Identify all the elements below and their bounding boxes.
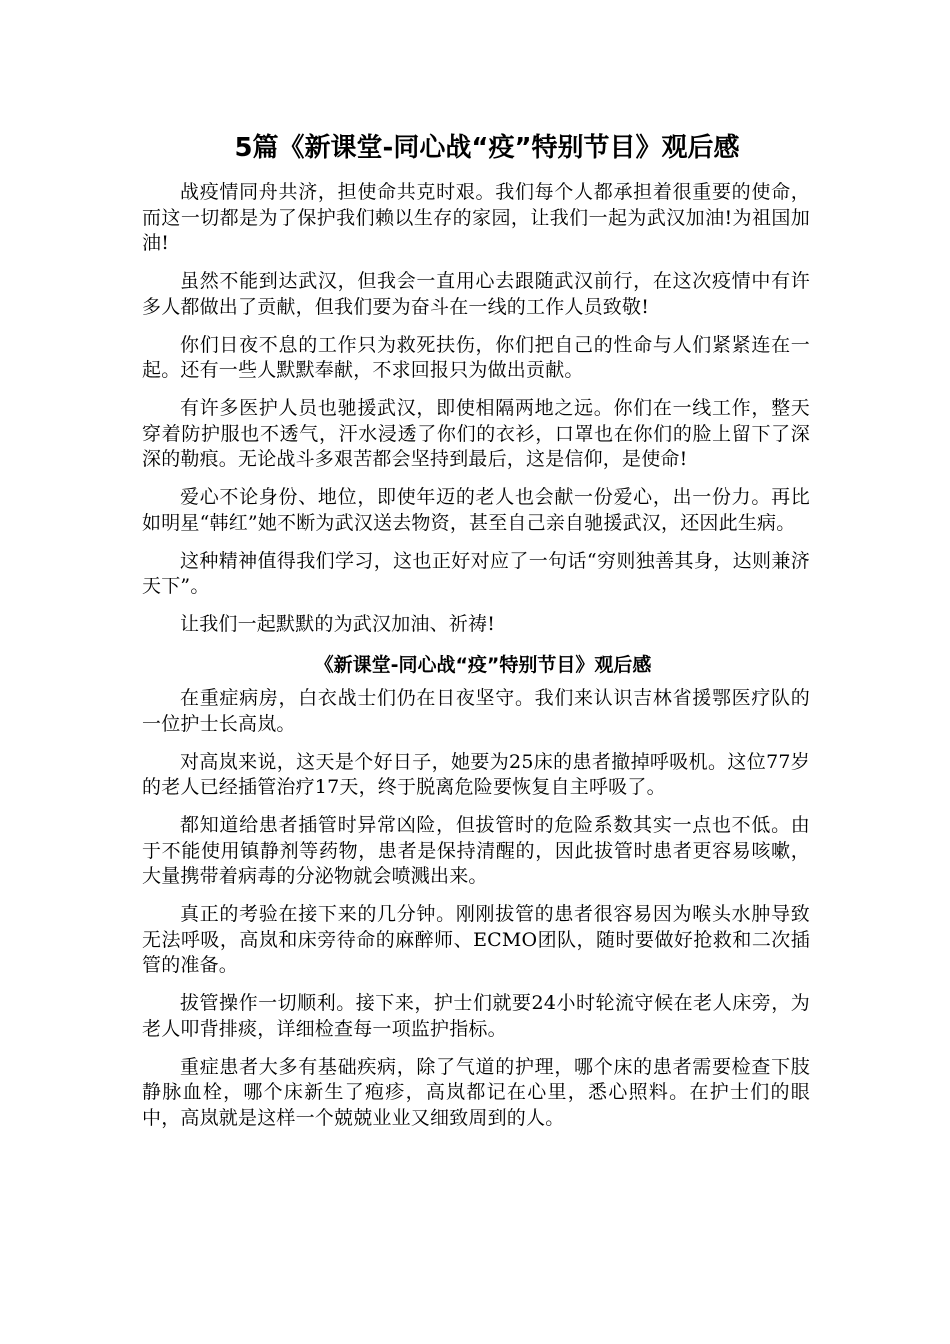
paragraph: 对高岚来说，这天是个好日子，她要为25床的患者撤掉呼吸机。这位77岁的老人已经插管治疗17天，终于脱离危险要恢复自主呼吸了。 (142, 750, 810, 798)
paragraph: 你们日夜不息的工作只为救死扶伤，你们把自己的性命与人们紧紧连在一起。还有一些人默默奉献，不求回报只为做出贡献。 (142, 333, 810, 381)
paragraph: 拔管操作一切顺利。接下来，护士们就要24小时轮流守候在老人床旁，为老人叩背排痰，详细检查每一项监护指标。 (142, 992, 810, 1040)
paragraph: 都知道给患者插管时异常凶险，但拔管时的危险系数其实一点也不低。由于不能使用镇静剂等药物，患者是保持清醒的，因此拔管时患者更容易咳嗽，大量携带着病毒的分泌物就会喷溅出来。 (142, 814, 810, 887)
paragraph: 重症患者大多有基础疾病，除了气道的护理，哪个床的患者需要检查下肢静脉血栓，哪个床新生了疱疹，高岚都记在心里，悉心照料。在护士们的眼中，高岚就是这样一个兢兢业业又细致周到的人。 (142, 1055, 810, 1129)
section-two (142, 686, 810, 1131)
paragraph: 战疫情同舟共济，担使命共克时艰。我们每个人都承担着很重要的使命，而这一切都是为了保护我们赖以生存的家园，让我们一起为武汉加油!为祖国加油! (142, 181, 810, 254)
section-heading: 《新课堂-同心战“疫”特别节目》观后感 (314, 654, 652, 676)
section-one (142, 180, 810, 638)
paragraph: 让我们一起默默的为武汉加油、祈祷! (180, 613, 496, 635)
paragraph: 这种精神值得我们学习，这也正好对应了一句话“穷则独善其身，达则兼济天下”。 (142, 549, 810, 597)
paragraph: 在重症病房，白衣战士们仍在日夜坚守。我们来认识吉林省援鄂医疗队的一位护士长高岚。 (142, 687, 810, 735)
paragraph: 爱心不论身份、地位，即使年迈的老人也会献一份爱心，出一份力。再比如明星“韩红”她不断为武汉送去物资，甚至自己亲自驰援武汉，还因此生病。 (142, 486, 810, 534)
document-page (142, 128, 810, 1144)
paragraph: 有许多医护人员也驰援武汉，即使相隔两地之远。你们在一线工作，整天穿着防护服也不透气，汗水浸透了你们的衣衫，口罩也在你们的脸上留下了深深的勒痕。无论战斗多艰苦都会坚持到最后，这是信仰，是使命! (142, 397, 810, 470)
document-title: 5篇《新课堂-同心战“疫”特别节目》观后感 (234, 133, 740, 163)
paragraph: 虽然不能到达武汉，但我会一直用心去跟随武汉前行，在这次疫情中有许多人都做出了贡献，但我们要为奋斗在一线的工作人员致敬! (142, 270, 810, 318)
paragraph: 真正的考验在接下来的几分钟。刚刚拔管的患者很容易因为喉头水肿导致无法呼吸，高岚和床旁待命的麻醉师、ECMO团队，随时要做好抢救和二次插管的准备。 (142, 903, 810, 976)
